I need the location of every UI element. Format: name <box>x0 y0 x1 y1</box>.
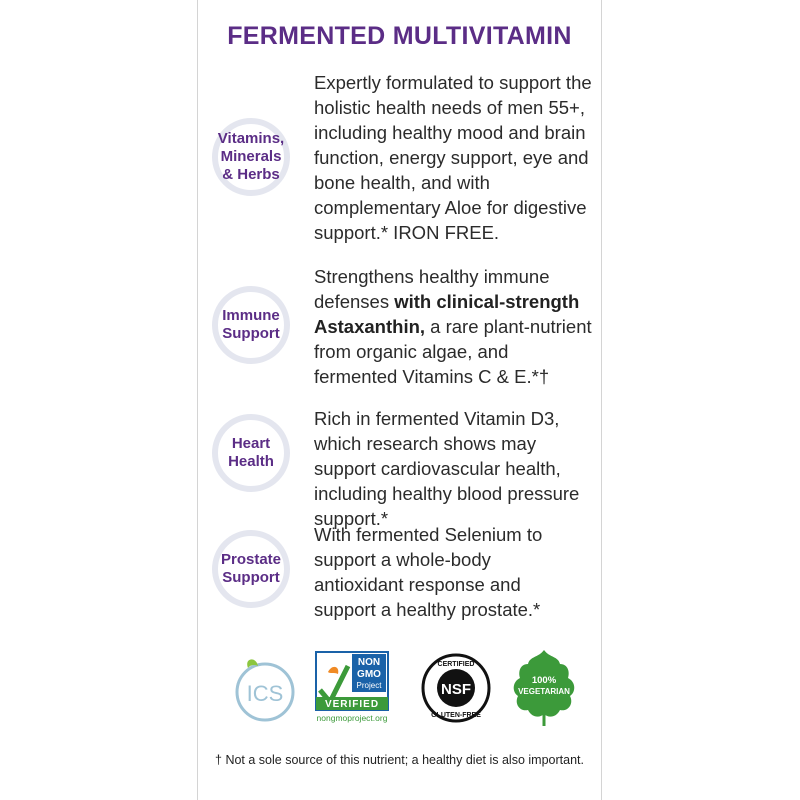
benefit-text: Strengthens healthy immune defenses <box>314 266 550 312</box>
benefit-description <box>314 406 594 531</box>
benefit-badge-label: Vitamins, Minerals & Herbs <box>217 130 285 183</box>
vegetarian-line2: VEGETARIAN <box>518 687 570 696</box>
benefit-text: Expertly formulated to support the holistic health needs of men 55+, including healthy mood and brain function, energy support, eye and bone health, and with complementary Aloe for digestive support.* IRON FREE. <box>314 72 592 243</box>
nsf-bottom-text: GLUTEN-FREE <box>431 712 481 719</box>
vegetarian-logo <box>506 648 582 728</box>
nongmo-logo <box>314 650 390 726</box>
benefit-badge <box>212 118 290 196</box>
nsf-top-text: CERTIFIED <box>437 661 475 668</box>
product-info-panel <box>197 0 602 800</box>
nongmo-line1: NON <box>357 657 381 668</box>
benefit-text-bold: with clinical-strength Astaxanthin, <box>314 291 580 337</box>
ics-logo-text: ICS <box>246 681 284 706</box>
benefit-badge-label: Immune Support <box>222 307 280 342</box>
nongmo-line3: Project <box>356 681 382 690</box>
page-title: FERMENTED MULTIVITAMIN <box>227 22 572 50</box>
ics-logo <box>230 654 300 724</box>
benefit-text: a rare plant-nutrient from organic algae, and fermented Vitamins C & E.*† <box>314 316 592 387</box>
nongmo-line2: GMO <box>357 669 381 680</box>
benefit-badge <box>212 530 290 608</box>
certification-logos <box>198 648 601 728</box>
benefit-description <box>314 522 544 622</box>
nsf-gluten-free-logo <box>420 652 492 724</box>
benefit-text: With fermented Selenium to support a whole-body antioxidant response and support a healthy prostate.* <box>314 524 543 620</box>
benefit-badge <box>212 286 290 364</box>
footnote: † Not a sole source of this nutrient; a healthy diet is also important. <box>215 753 584 767</box>
nongmo-verified: VERIFIED <box>324 699 380 710</box>
nongmo-url: nongmoproject.org <box>316 713 388 723</box>
benefit-badge <box>212 414 290 492</box>
benefit-badge-label: Heart Health <box>228 435 274 470</box>
benefit-description <box>314 70 594 245</box>
benefit-badge-label: Prostate Support <box>220 551 282 586</box>
vegetarian-line1: 100% <box>531 675 557 686</box>
benefit-description <box>314 264 594 389</box>
benefit-text: Rich in fermented Vitamin D3, which research shows may support cardiovascular health, including healthy blood pressure support.* <box>314 408 580 529</box>
nsf-center-text: NSF <box>441 681 471 698</box>
